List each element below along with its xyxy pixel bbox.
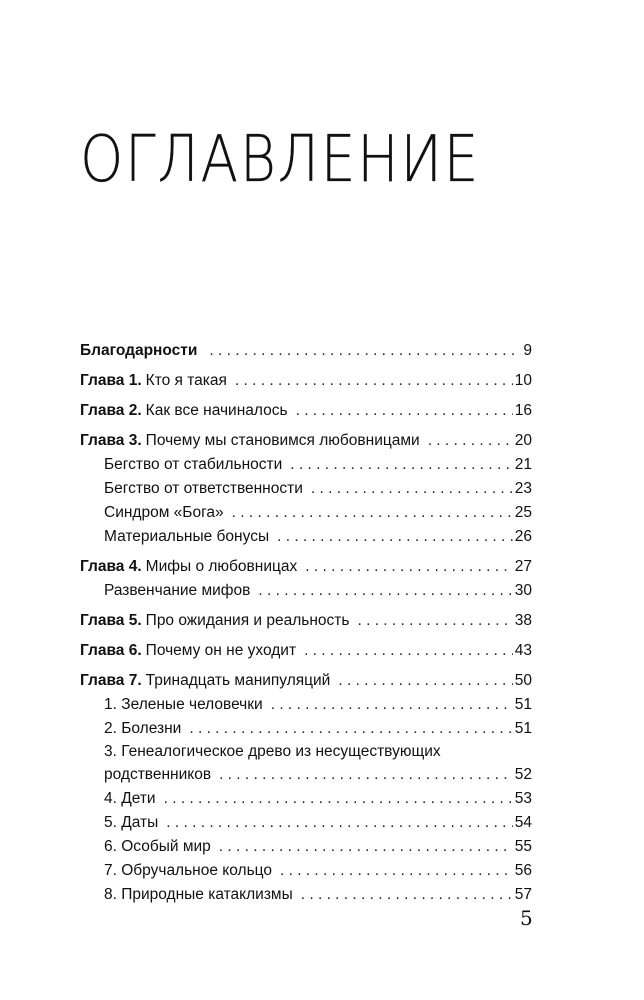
toc-leader-dots (219, 763, 513, 787)
toc-leader-dots (189, 717, 512, 741)
toc-entry-chapter: Глава 6. (80, 642, 142, 659)
toc-entry-page: 43 (514, 642, 532, 659)
toc-entry-page: 20 (514, 432, 532, 449)
toc-entry[interactable] (80, 787, 532, 811)
toc-entry-page: 54 (514, 814, 532, 831)
toc-entry[interactable] (80, 339, 532, 363)
toc-entry-title: Развенчание мифов (104, 582, 251, 599)
toc-leader-dots (232, 501, 513, 525)
toc-entry-page: 53 (514, 790, 532, 807)
toc-entry-title: Мифы о любовницах (145, 558, 298, 575)
toc-entry-page: 21 (514, 456, 532, 473)
toc-entry-title: Про ожидания и реальность (145, 612, 350, 629)
toc-entry-page: 55 (514, 838, 532, 855)
toc-entry-title: Кто я такая (145, 372, 227, 389)
toc-entry[interactable] (80, 669, 532, 693)
toc-entry-chapter: Глава 5. (80, 612, 142, 629)
toc-entry[interactable] (80, 525, 532, 549)
toc-entry[interactable] (80, 369, 532, 393)
toc-entry-title: Почему мы становимся любовницами (145, 432, 420, 449)
toc-leader-dots (311, 477, 513, 501)
toc-entry[interactable] (80, 501, 532, 525)
toc-entry-chapter: Глава 1. (80, 372, 142, 389)
toc-entry-title: 1. Зеленые человечки (104, 696, 263, 713)
toc-entry-title: Бегство от стабильности (104, 456, 283, 473)
toc-leader-dots (164, 787, 513, 811)
table-of-contents (80, 339, 532, 907)
toc-entry-title: родственников (104, 766, 212, 783)
toc-leader-dots (357, 609, 512, 633)
toc-entry-title: Тринадцать манипуляций (145, 672, 331, 689)
toc-entry-title: 4. Дети (104, 790, 156, 807)
toc-entry-page: 38 (514, 612, 532, 629)
toc-entry-page: 23 (514, 480, 532, 497)
toc-entry[interactable] (80, 883, 532, 907)
toc-entry-title: Материальные бонусы (104, 528, 270, 545)
toc-entry-title: 7. Обручальное кольцо (104, 862, 272, 879)
toc-entry-page: 51 (514, 720, 532, 737)
toc-leader-dots (338, 669, 512, 693)
toc-entry-page: 26 (514, 528, 532, 545)
toc-entry[interactable] (80, 639, 532, 663)
toc-entry-page: 25 (514, 504, 532, 521)
toc-leader-dots (290, 453, 512, 477)
toc-entry-page: 30 (514, 582, 532, 599)
page-number: 5 (520, 906, 533, 930)
toc-entry[interactable] (80, 835, 532, 859)
toc-entry[interactable] (80, 717, 532, 741)
toc-entry-title: 8. Природные катаклизмы (104, 886, 293, 903)
toc-leader-dots (271, 693, 513, 717)
toc-entry[interactable] (80, 609, 532, 633)
toc-entry-chapter: Глава 7. (80, 672, 142, 689)
toc-entry-page: 16 (514, 402, 532, 419)
toc-entry-page: 52 (514, 766, 532, 783)
toc-entry-title: 2. Болезни (104, 720, 182, 737)
toc-entry-title: Бегство от ответственности (104, 480, 303, 497)
toc-entry-title: 3. Генеалогическое древо из несуществующих (104, 743, 441, 760)
toc-entry[interactable] (80, 579, 532, 603)
toc-entry-page: 57 (514, 886, 532, 903)
toc-entry[interactable] (80, 693, 532, 717)
toc-entry-page: 9 (523, 342, 532, 359)
toc-entry-title: Как все начиналось (145, 402, 288, 419)
toc-leader-dots (304, 639, 513, 663)
toc-leader-dots (296, 399, 513, 423)
toc-leader-dots (209, 339, 521, 363)
toc-leader-dots (235, 369, 513, 393)
toc-entry[interactable] (80, 811, 532, 835)
toc-entry-page: 10 (514, 372, 532, 389)
toc-entry[interactable] (80, 429, 532, 453)
toc-entry-chapter: Глава 2. (80, 402, 142, 419)
toc-entry-chapter: Благодарности (80, 342, 198, 359)
toc-entry-page: 27 (514, 558, 532, 575)
page-title: ОГЛАВЛЕНИЕ (80, 123, 481, 197)
toc-leader-dots (305, 555, 513, 579)
toc-entry-page: 56 (514, 862, 532, 879)
toc-entry[interactable] (80, 763, 532, 787)
toc-entry-title: Синдром «Бога» (104, 504, 224, 521)
toc-entry[interactable] (80, 453, 532, 477)
toc-leader-dots (219, 835, 513, 859)
toc-entry-page: 50 (514, 672, 532, 689)
toc-leader-dots (277, 525, 513, 549)
toc-entry-page: 51 (514, 696, 532, 713)
toc-entry[interactable] (80, 399, 532, 423)
toc-leader-dots (301, 883, 513, 907)
toc-entry-chapter: Глава 3. (80, 432, 142, 449)
toc-entry-chapter: Глава 4. (80, 558, 142, 575)
toc-leader-dots (280, 859, 513, 883)
toc-entry-title: 5. Даты (104, 814, 159, 831)
toc-leader-dots (166, 811, 513, 835)
toc-leader-dots (258, 579, 512, 603)
toc-leader-dots (428, 429, 513, 453)
toc-entry[interactable] (80, 555, 532, 579)
toc-entry-title: 6. Особый мир (104, 838, 211, 855)
toc-entry-title: Почему он не уходит (145, 642, 297, 659)
toc-entry[interactable] (80, 859, 532, 883)
toc-entry[interactable] (80, 477, 532, 501)
